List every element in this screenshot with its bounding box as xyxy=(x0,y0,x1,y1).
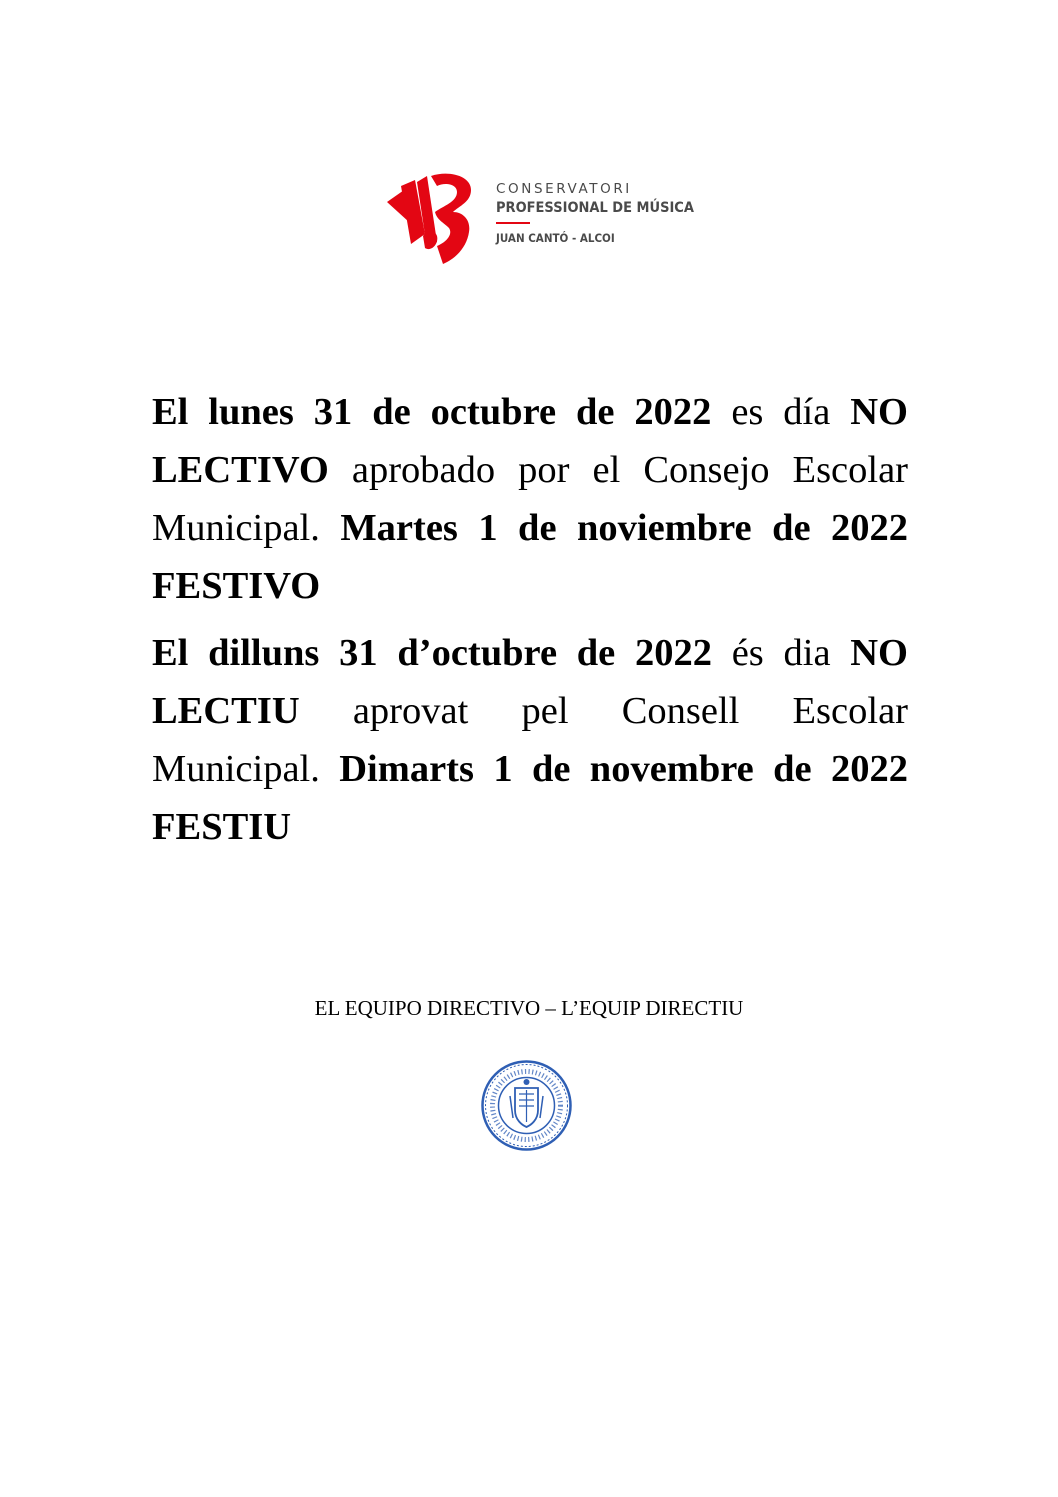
notice-va-approval: aprovat pel Consell Escolar Municipal. xyxy=(152,690,908,790)
conservatory-logo xyxy=(379,172,719,268)
notice-va-date: El dilluns 31 d’octubre de 2022 xyxy=(152,632,712,674)
notice-va-holiday: Dimarts 1 de novembre de 2022 FESTIU xyxy=(152,748,908,848)
notice-spanish xyxy=(152,383,908,615)
notice-es-date: El lunes 31 de octubre de 2022 xyxy=(152,391,712,433)
notice-va-text: és dia xyxy=(711,632,851,674)
official-seal-icon xyxy=(479,1058,574,1153)
logo-divider xyxy=(496,222,530,224)
notice-es-approval: aprobado por el Consejo Escolar Municipal. xyxy=(152,449,908,549)
notice-es-status: NO LECTIVO xyxy=(152,391,908,491)
notice-es-text: es día xyxy=(711,391,851,433)
logo-text-conservatori: CONSERVATORI xyxy=(496,181,632,197)
notice-valencian xyxy=(152,624,908,856)
logo-text-professional: PROFESSIONAL DE MÚSICA xyxy=(496,200,694,216)
notice-va-status: NO LECTIU xyxy=(152,632,908,732)
signature-line: EL EQUIPO DIRECTIVO – L’EQUIP DIRECTIU xyxy=(314,996,744,1020)
logo-text-location: JUAN CANTÓ - ALCOI xyxy=(496,231,615,245)
conservatory-logo-icon xyxy=(379,172,479,268)
notice-es-holiday: Martes 1 de noviembre de 2022 FESTIVO xyxy=(152,507,909,607)
